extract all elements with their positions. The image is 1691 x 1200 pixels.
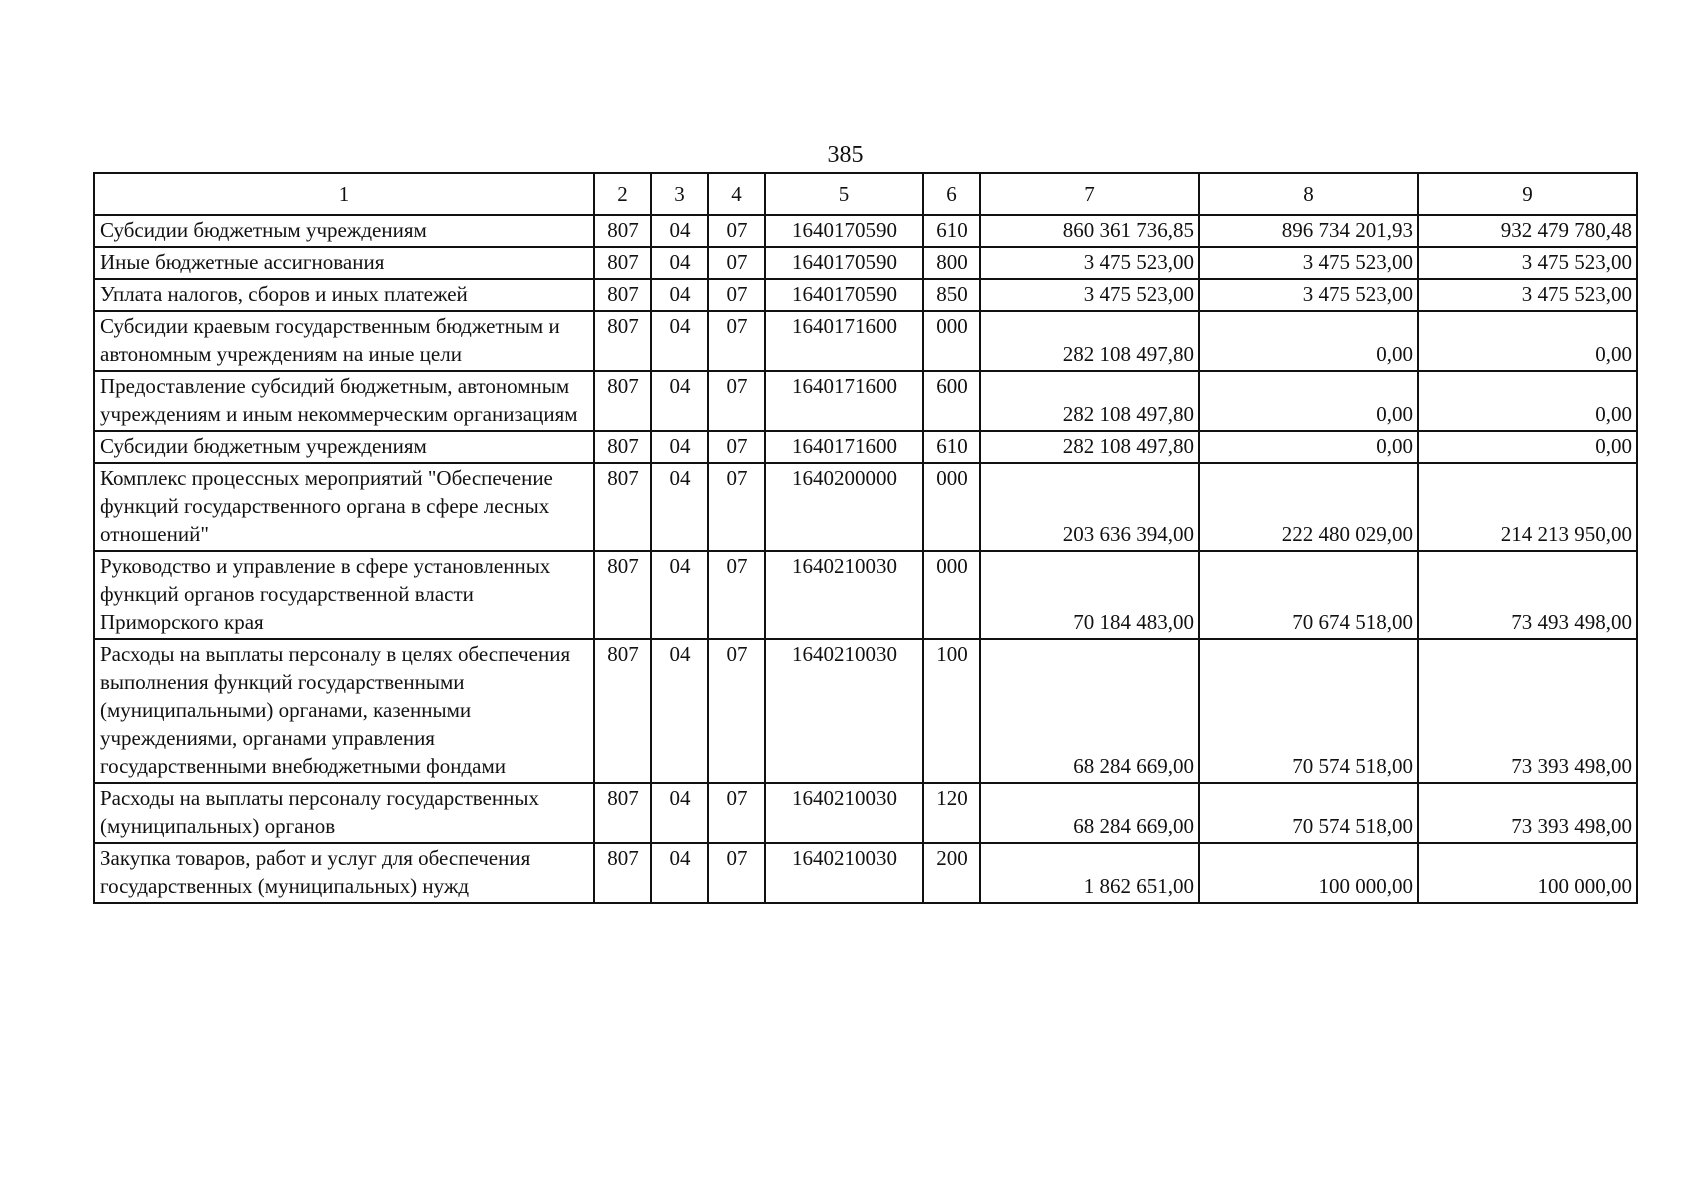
table-row bbox=[94, 639, 1637, 783]
row-description: Руководство и управление в сфере установленных функций органов государственной власти Приморского края bbox=[94, 551, 594, 639]
amount-col8: 222 480 029,00 bbox=[1199, 463, 1418, 551]
target-article-code: 1640210030 bbox=[765, 639, 923, 783]
section-code: 04 bbox=[651, 551, 708, 639]
expense-type-code: 100 bbox=[923, 639, 980, 783]
header-row bbox=[94, 173, 1637, 215]
section-code: 04 bbox=[651, 215, 708, 247]
row-description: Уплата налогов, сборов и иных платежей bbox=[94, 279, 594, 311]
target-article-code: 1640210030 bbox=[765, 551, 923, 639]
row-description: Расходы на выплаты персоналу государственных (муниципальных) органов bbox=[94, 783, 594, 843]
amount-col9: 3 475 523,00 bbox=[1418, 247, 1637, 279]
row-description: Субсидии бюджетным учреждениям bbox=[94, 431, 594, 463]
subsection-code: 07 bbox=[708, 247, 765, 279]
amount-col9: 0,00 bbox=[1418, 311, 1637, 371]
section-code: 04 bbox=[651, 311, 708, 371]
column-header: 4 bbox=[708, 173, 765, 215]
table-row bbox=[94, 247, 1637, 279]
section-code: 04 bbox=[651, 431, 708, 463]
column-header: 2 bbox=[594, 173, 651, 215]
column-header: 3 bbox=[651, 173, 708, 215]
amount-col7: 3 475 523,00 bbox=[980, 247, 1199, 279]
amount-col8: 0,00 bbox=[1199, 311, 1418, 371]
ministry-code: 807 bbox=[594, 247, 651, 279]
section-code: 04 bbox=[651, 639, 708, 783]
target-article-code: 1640171600 bbox=[765, 431, 923, 463]
amount-col9: 0,00 bbox=[1418, 431, 1637, 463]
amount-col7: 1 862 651,00 bbox=[980, 843, 1199, 903]
amount-col7: 70 184 483,00 bbox=[980, 551, 1199, 639]
target-article-code: 1640171600 bbox=[765, 311, 923, 371]
ministry-code: 807 bbox=[594, 279, 651, 311]
expense-type-code: 200 bbox=[923, 843, 980, 903]
column-header: 5 bbox=[765, 173, 923, 215]
row-description: Иные бюджетные ассигнования bbox=[94, 247, 594, 279]
table-row bbox=[94, 551, 1637, 639]
row-description: Закупка товаров, работ и услуг для обеспечения государственных (муниципальных) нужд bbox=[94, 843, 594, 903]
amount-col7: 203 636 394,00 bbox=[980, 463, 1199, 551]
ministry-code: 807 bbox=[594, 431, 651, 463]
amount-col7: 282 108 497,80 bbox=[980, 431, 1199, 463]
amount-col8: 0,00 bbox=[1199, 431, 1418, 463]
amount-col8: 70 574 518,00 bbox=[1199, 783, 1418, 843]
section-code: 04 bbox=[651, 463, 708, 551]
expense-type-code: 800 bbox=[923, 247, 980, 279]
subsection-code: 07 bbox=[708, 431, 765, 463]
row-description: Субсидии краевым государственным бюджетным и автономным учреждениям на иные цели bbox=[94, 311, 594, 371]
expense-type-code: 000 bbox=[923, 463, 980, 551]
expense-type-code: 600 bbox=[923, 371, 980, 431]
section-code: 04 bbox=[651, 371, 708, 431]
target-article-code: 1640170590 bbox=[765, 279, 923, 311]
row-description: Комплекс процессных мероприятий "Обеспечение функций государственного органа в сфере лесных отношений" bbox=[94, 463, 594, 551]
expense-type-code: 120 bbox=[923, 783, 980, 843]
expense-type-code: 610 bbox=[923, 431, 980, 463]
ministry-code: 807 bbox=[594, 783, 651, 843]
row-description: Расходы на выплаты персоналу в целях обеспечения выполнения функций государственными (муниципальными) органами, казенными учреждениями, органами управления государственными внебюджетными фондами bbox=[94, 639, 594, 783]
subsection-code: 07 bbox=[708, 215, 765, 247]
table-row bbox=[94, 279, 1637, 311]
section-code: 04 bbox=[651, 783, 708, 843]
amount-col9: 214 213 950,00 bbox=[1418, 463, 1637, 551]
amount-col8: 70 574 518,00 bbox=[1199, 639, 1418, 783]
subsection-code: 07 bbox=[708, 371, 765, 431]
amount-col9: 73 393 498,00 bbox=[1418, 639, 1637, 783]
column-header: 7 bbox=[980, 173, 1199, 215]
column-header: 6 bbox=[923, 173, 980, 215]
expense-type-code: 850 bbox=[923, 279, 980, 311]
amount-col9: 73 393 498,00 bbox=[1418, 783, 1637, 843]
amount-col7: 68 284 669,00 bbox=[980, 639, 1199, 783]
table-row bbox=[94, 311, 1637, 371]
section-code: 04 bbox=[651, 247, 708, 279]
amount-col9: 3 475 523,00 bbox=[1418, 279, 1637, 311]
amount-col7: 68 284 669,00 bbox=[980, 783, 1199, 843]
table-row bbox=[94, 783, 1637, 843]
ministry-code: 807 bbox=[594, 551, 651, 639]
table-row bbox=[94, 371, 1637, 431]
subsection-code: 07 bbox=[708, 639, 765, 783]
section-code: 04 bbox=[651, 843, 708, 903]
page-number: 385 bbox=[827, 142, 864, 168]
row-description: Субсидии бюджетным учреждениям bbox=[94, 215, 594, 247]
target-article-code: 1640200000 bbox=[765, 463, 923, 551]
ministry-code: 807 bbox=[594, 371, 651, 431]
amount-col9: 73 493 498,00 bbox=[1418, 551, 1637, 639]
amount-col9: 932 479 780,48 bbox=[1418, 215, 1637, 247]
amount-col9: 100 000,00 bbox=[1418, 843, 1637, 903]
expense-type-code: 000 bbox=[923, 311, 980, 371]
target-article-code: 1640210030 bbox=[765, 783, 923, 843]
amount-col8: 896 734 201,93 bbox=[1199, 215, 1418, 247]
amount-col8: 70 674 518,00 bbox=[1199, 551, 1418, 639]
amount-col8: 100 000,00 bbox=[1199, 843, 1418, 903]
ministry-code: 807 bbox=[594, 215, 651, 247]
expense-type-code: 000 bbox=[923, 551, 980, 639]
section-code: 04 bbox=[651, 279, 708, 311]
subsection-code: 07 bbox=[708, 311, 765, 371]
subsection-code: 07 bbox=[708, 783, 765, 843]
table-row bbox=[94, 431, 1637, 463]
amount-col8: 3 475 523,00 bbox=[1199, 279, 1418, 311]
column-header: 1 bbox=[94, 173, 594, 215]
subsection-code: 07 bbox=[708, 463, 765, 551]
ministry-code: 807 bbox=[594, 843, 651, 903]
budget-table bbox=[93, 172, 1638, 904]
table-row bbox=[94, 215, 1637, 247]
row-description: Предоставление субсидий бюджетным, автономным учреждениям и иным некоммерческим организациям bbox=[94, 371, 594, 431]
amount-col8: 3 475 523,00 bbox=[1199, 247, 1418, 279]
amount-col7: 860 361 736,85 bbox=[980, 215, 1199, 247]
amount-col9: 0,00 bbox=[1418, 371, 1637, 431]
amount-col8: 0,00 bbox=[1199, 371, 1418, 431]
subsection-code: 07 bbox=[708, 551, 765, 639]
target-article-code: 1640171600 bbox=[765, 371, 923, 431]
column-header: 8 bbox=[1199, 173, 1418, 215]
amount-col7: 3 475 523,00 bbox=[980, 279, 1199, 311]
amount-col7: 282 108 497,80 bbox=[980, 371, 1199, 431]
table-row bbox=[94, 843, 1637, 903]
ministry-code: 807 bbox=[594, 639, 651, 783]
ministry-code: 807 bbox=[594, 311, 651, 371]
target-article-code: 1640170590 bbox=[765, 247, 923, 279]
expense-type-code: 610 bbox=[923, 215, 980, 247]
column-header: 9 bbox=[1418, 173, 1637, 215]
target-article-code: 1640210030 bbox=[765, 843, 923, 903]
table-row bbox=[94, 463, 1637, 551]
subsection-code: 07 bbox=[708, 843, 765, 903]
ministry-code: 807 bbox=[594, 463, 651, 551]
amount-col7: 282 108 497,80 bbox=[980, 311, 1199, 371]
subsection-code: 07 bbox=[708, 279, 765, 311]
target-article-code: 1640170590 bbox=[765, 215, 923, 247]
